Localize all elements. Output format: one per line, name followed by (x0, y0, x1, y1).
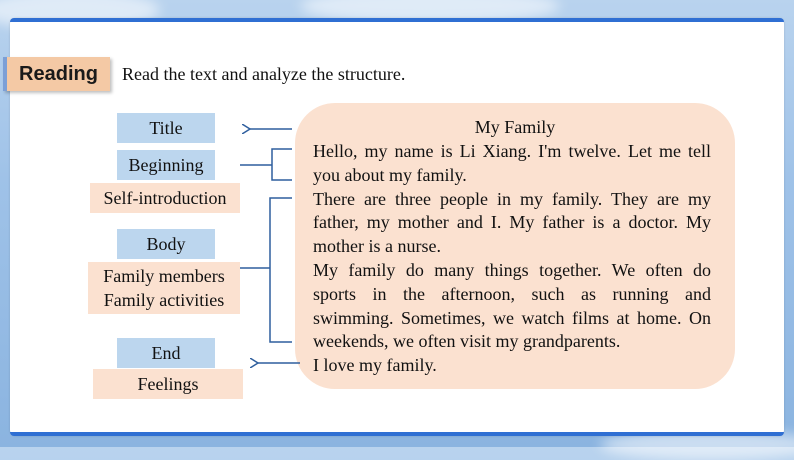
feelings-note: Feelings (93, 369, 243, 399)
passage-paragraph: There are three people in my family. They are my father, my mother and I. My father is a doctor. My mother is a nurse. (313, 188, 711, 257)
body-label: Body (117, 229, 215, 259)
title-label: Title (117, 113, 215, 143)
end-label: End (117, 338, 215, 368)
family-activities-note: Family activities (103, 290, 225, 310)
body-bracket (240, 198, 292, 342)
beginning-bracket (240, 149, 292, 180)
passage-paragraph: I love my family. (313, 355, 437, 376)
reading-tag: Reading (3, 57, 110, 91)
self-introduction-note: Self-introduction (90, 183, 240, 213)
passage-paragraph: Hello, my name is Li Xiang. I'm twelve. Let me tell you about my family. (313, 141, 711, 185)
family-members-note: Family members (103, 266, 225, 286)
instruction-text: Read the text and analyze the structure. (122, 64, 406, 84)
passage-paragraph: My family do many things together. We often do sports in the afternoon, such as running and swimming. Sometimes, we watch films at home. On weekends, we often visit my grandparents. (313, 259, 711, 352)
passage-title: My Family (474, 117, 556, 137)
beginning-label: Beginning (117, 150, 215, 180)
